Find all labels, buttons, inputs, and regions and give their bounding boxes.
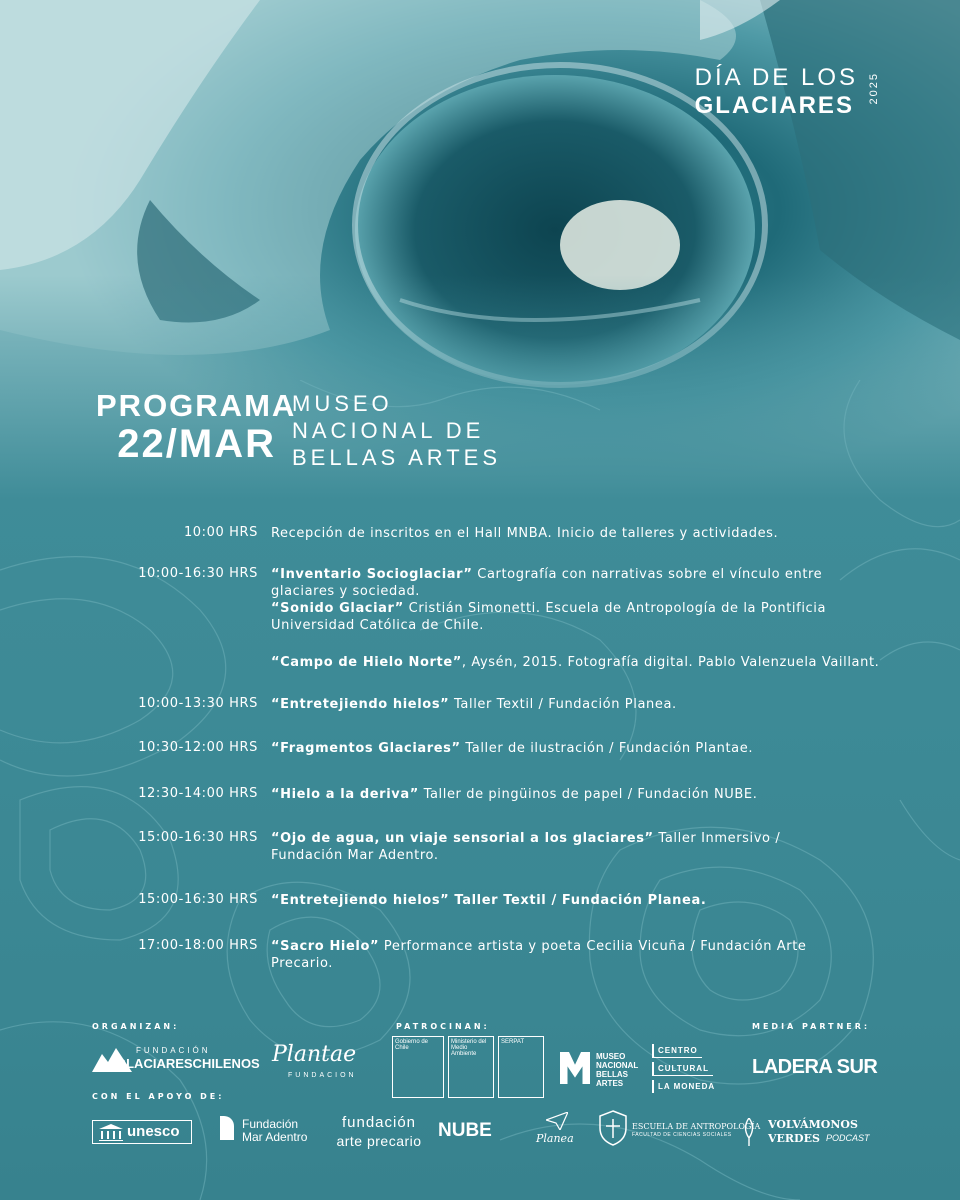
brand-year: 2025: [868, 72, 880, 105]
schedule-time: 10:00-16:30 HRS: [138, 566, 258, 581]
mar-adentro-logo: Fundación Mar Adentro: [220, 1116, 320, 1152]
schedule-description: “Ojo de agua, un viaje sensorial a los glaciares” Taller Inmersivo / Fundación Mar Adentro.: [271, 831, 781, 863]
venue-line1: MUSEO: [292, 391, 393, 416]
schedule-time: 15:00-16:30 HRS: [138, 892, 258, 907]
poster: DÍA DE LOS GLACIARES 2025 PROGRAMA 22/MAR MUSEO NACIONAL DE BELLAS ARTES 10:00 HRS Recepción de inscritos en el Hall MNBA. Inicio de talleres y actividades. 10:00-16:30 HRS “Inventario Socioglaciar” Cartografía con narrativas sobre el vínculo entre glaciares y sociedad. “Sonido Glaciar” Cristián Simonetti. Escuela de Antropología de la Pontificia Universidad Católica de Chile. “Campo de Hielo Norte”, Aysén, 2015. Fotografía digital. Pablo Valenzuela Vaillant. 10:00-13:30 HRS “Entretejiendo hielos” Taller Textil / Fundación Planea. 10:30-12:00 HRS “Fragmentos Glaciares” Taller de ilustración / Fundación Plantae. 12:30-14:00 HRS “Hielo a la deriva” Taller de pingüinos de papel / Fundación NUBE. 15:00-16:30 HRS “Ojo de agua, un viaje sensorial a los glaciares” Taller Inmersivo / Fundación Mar Adentro. 15:00-16:30 HRS “Entretejiendo hielos” Taller Textil / Fundación Planea. 17:00-18:00 HRS “Sacro Hielo” Performance artista y poeta Cecilia Vicuña / Fundación Arte Precario. ORGANIZAN: PATROCINAN: MEDIA PARTNER: CON EL APOYO DE: FUNDACIÓN GLACIARESCHILENOS Plantae FUNDACION Gobierno de Chile Ministerio del Medio Ambiente SERPAT MUSEO NACIONAL BELLAS ARTES CENTRO CULTURAL LA MONEDA LADERA SUR unesco Fundación Mar Adentro fundación arte precario NUBE Planea ESCUELA DE ANTROPOLOGÍA FACULTAD DE CIENCIAS SOCIALES VOLVÁMONOS VERDES PODCAST: [0, 0, 960, 1200]
ladera-sur-logo: LADERA SUR: [752, 1056, 878, 1078]
brand-line1: DÍA DE LOS: [694, 64, 858, 91]
escuela-antropologia-logo: ESCUELA DE ANTROPOLOGÍA FACULTAD DE CIENCIAS SOCIALES: [598, 1110, 738, 1150]
media-partner-label: MEDIA PARTNER:: [752, 1022, 871, 1031]
program-title: [96, 388, 297, 467]
venue-line2: NACIONAL DE: [292, 418, 485, 443]
volvamonos-verdes-logo: VOLVÁMONOS VERDES PODCAST: [742, 1116, 872, 1150]
gobierno-logos: Gobierno de Chile Ministerio del Medio Ambiente SERPAT: [392, 1036, 552, 1100]
programa-label: PROGRAMA: [96, 388, 297, 423]
schedule-time: 10:30-12:00 HRS: [138, 740, 258, 755]
organizan-label: ORGANIZAN:: [92, 1022, 180, 1031]
m-icon: [560, 1052, 590, 1084]
university-shield-icon: [598, 1110, 628, 1146]
temple-icon: [97, 1123, 125, 1141]
paper-plane-icon: [546, 1112, 568, 1130]
schedule-time: 10:00 HRS: [183, 525, 258, 540]
venue-name: [292, 390, 501, 471]
venue-line3: BELLAS ARTES: [292, 445, 502, 470]
planea-logo: Planea: [530, 1112, 586, 1156]
mnba-logo: MUSEO NACIONAL BELLAS ARTES: [560, 1050, 650, 1090]
patrocinan-label: PATROCINAN:: [396, 1022, 490, 1031]
schedule-time: 10:00-13:30 HRS: [138, 696, 258, 711]
centro-cultural-la-moneda-logo: CENTRO CULTURAL LA MONEDA: [652, 1044, 732, 1098]
schedule-time: 15:00-16:30 HRS: [138, 830, 258, 845]
leaf-icon: [742, 1118, 756, 1146]
unesco-logo: unesco: [92, 1120, 192, 1144]
brand-line2: GLACIARES: [694, 92, 854, 119]
schedule-description: “Entretejiendo hielos” Taller Textil / Fundación Planea.: [271, 697, 677, 712]
plantae-logo: Plantae FUNDACION: [272, 1042, 357, 1079]
schedule-description: Recepción de inscritos en el Hall MNBA. Inicio de talleres y actividades.: [271, 526, 779, 541]
event-brand: [694, 64, 880, 120]
schedule-time: 17:00-18:00 HRS: [138, 938, 258, 953]
schedule-description: “Hielo a la deriva” Taller de pingüinos de papel / Fundación NUBE.: [271, 787, 758, 802]
arte-precario-logo: fundación arte precario: [336, 1114, 422, 1149]
schedule-description: “Fragmentos Glaciares” Taller de ilustración / Fundación Plantae.: [271, 741, 754, 756]
schedule-description: “Sacro Hielo” Performance artista y poeta Cecilia Vicuña / Fundación Arte Precario.: [271, 939, 807, 971]
event-date: 22/MAR: [117, 422, 276, 466]
schedule-description: “Campo de Hielo Norte”, Aysén, 2015. Fotografía digital. Pablo Valenzuela Vaillant.: [271, 655, 880, 670]
mar-adentro-icon: [220, 1116, 234, 1140]
schedule-description: “Entretejiendo hielos” Taller Textil / Fundación Planea.: [271, 893, 707, 908]
nube-logo: NUBE: [438, 1120, 492, 1141]
schedule-description: “Inventario Socioglaciar” Cartografía con narrativas sobre el vínculo entre glaciares y sociedad. “Sonido Glaciar” Cristián Simonetti. Escuela de Antropología de la Pontificia Universidad Católica de Chile.: [271, 567, 827, 633]
schedule-time: 12:30-14:00 HRS: [138, 786, 258, 801]
con-apoyo-label: CON EL APOYO DE:: [92, 1092, 225, 1101]
